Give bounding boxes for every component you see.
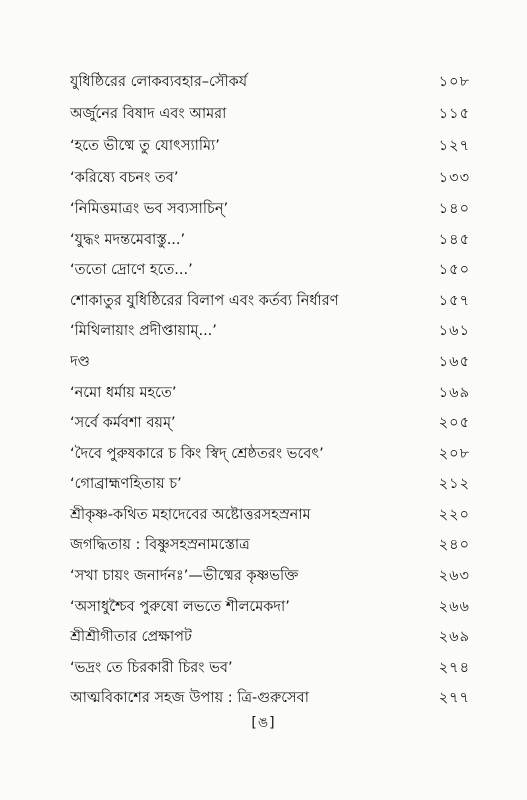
toc-entry-page: ১৫০ (438, 262, 470, 278)
toc-entry (70, 411, 470, 435)
toc-entry-title: শ্রীশ্রীগীতার প্রেক্ষাপট (70, 629, 192, 645)
toc-entry-page: ১৬৫ (438, 354, 470, 370)
toc-entry (70, 595, 470, 619)
page-folio: [ঙ] (251, 715, 276, 731)
toc-entry-page: ২৬৯ (438, 629, 470, 645)
toc-entry-page: ১৬৯ (438, 385, 470, 401)
toc-entry-page: ১০৮ (438, 74, 470, 90)
toc-entry (70, 625, 470, 649)
toc-entry-title: অর্জুনের বিষাদ এবং আমরা (70, 106, 227, 122)
toc-entry (70, 472, 470, 496)
toc-entry (70, 319, 470, 343)
toc-entry-page: ১৬১ (438, 323, 470, 339)
toc-entry-title: ‘হতে ভীষ্মে তু যোৎস্যাম্যি’ (70, 138, 220, 154)
toc-entry-title: ‘ভদ্রং তে চিরকারী চিরং ভব’ (70, 660, 233, 676)
toc-entry-page: ২৭৪ (438, 660, 470, 676)
toc-entry-title: ‘দৈবে পুরুষকারে চ কিং স্বিদ্ শ্রেষ্ঠতরং ভবেৎ’ (70, 446, 324, 462)
toc-entry-title: ‘অসাধুশ্চৈব পুরুষো লভতে শীলমেকদা’ (70, 599, 290, 615)
toc-entry-title: যুধিষ্ঠিরের লোকব্যবহার–সৌকর্য (70, 74, 248, 90)
toc-entry-page: ১৪৫ (438, 232, 470, 248)
toc-entry (70, 503, 470, 527)
toc-entry (70, 442, 470, 466)
toc-entry-title: জগদ্ধিতায় : বিষ্ণুসহস্রনামস্তোত্র (70, 537, 250, 553)
toc-entry (70, 197, 470, 221)
toc-entry-page: ১৫৭ (438, 293, 470, 309)
toc-entry (70, 102, 470, 126)
toc-entry (70, 289, 470, 313)
toc-entry-page: ২৬৬ (438, 599, 470, 615)
toc-entry-title: শোকাতুর যুধিষ্ঠিরের বিলাপ এবং কর্তব্য নির্ধারণ (70, 293, 339, 309)
toc-entry-page: ২৬৩ (438, 568, 470, 584)
toc-entry (70, 258, 470, 282)
toc-entry-title: ‘মিথিলায়াং প্রদীপ্তায়াম্...’ (70, 323, 217, 339)
toc-entry-title: দণ্ড (70, 354, 90, 370)
toc-entry-page: ১১৫ (438, 106, 470, 122)
toc-entry (70, 686, 470, 710)
toc-entry-title: ‘গোব্রাহ্মণহিতায় চ’ (70, 476, 182, 492)
toc-entry-page: ১৪০ (438, 201, 470, 217)
toc-entry-page: ২০৫ (438, 415, 470, 431)
toc-entry (70, 166, 470, 190)
toc-entry (70, 350, 470, 374)
toc-entry (70, 70, 470, 94)
toc-entry-title: আত্মবিকাশের সহজ উপায় : ত্রি-গুরুসেবা (70, 690, 309, 706)
toc-entry (70, 228, 470, 252)
toc-entry-title: ‘সখা চায়ং জনার্দনঃ’—ভীষ্মের কৃষ্ণভক্তি (70, 568, 299, 584)
toc-entry (70, 656, 470, 680)
toc-entry (70, 564, 470, 588)
toc-entry-title: ‘যুদ্ধং মদন্তমেবাস্তু...’ (70, 232, 186, 248)
toc-entry (70, 134, 470, 158)
toc-entry-title: শ্রীকৃষ্ণ-কথিত মহাদেবের অষ্টোত্তরসহস্রনাম (70, 507, 311, 523)
toc-entry (70, 381, 470, 405)
toc-entry-page: ১২৭ (438, 138, 470, 154)
toc-entry-title: ‘করিষ্যে বচনং তব’ (70, 170, 179, 186)
toc-entry-title: ‘ততো দ্রোণে হতে...’ (70, 262, 193, 278)
toc-entry-page: ১৩৩ (438, 170, 470, 186)
toc-entry-title: ‘নমো ধর্মায় মহতে’ (70, 385, 177, 401)
toc-entry (70, 533, 470, 557)
toc-entry-page: ২০৮ (438, 446, 470, 462)
toc-entry-page: ২২০ (438, 507, 470, 523)
toc-entry-page: ২৪০ (438, 537, 470, 553)
toc-entry-page: ২১২ (438, 476, 470, 492)
toc-entry-title: ‘নিমিত্তমাত্রং ভব সব্যসাচিন্’ (70, 201, 229, 217)
toc-entry-page: ২৭৭ (438, 690, 470, 706)
toc-entry-title: ‘সর্বে কর্মবশা বয়ম্’ (70, 415, 176, 431)
